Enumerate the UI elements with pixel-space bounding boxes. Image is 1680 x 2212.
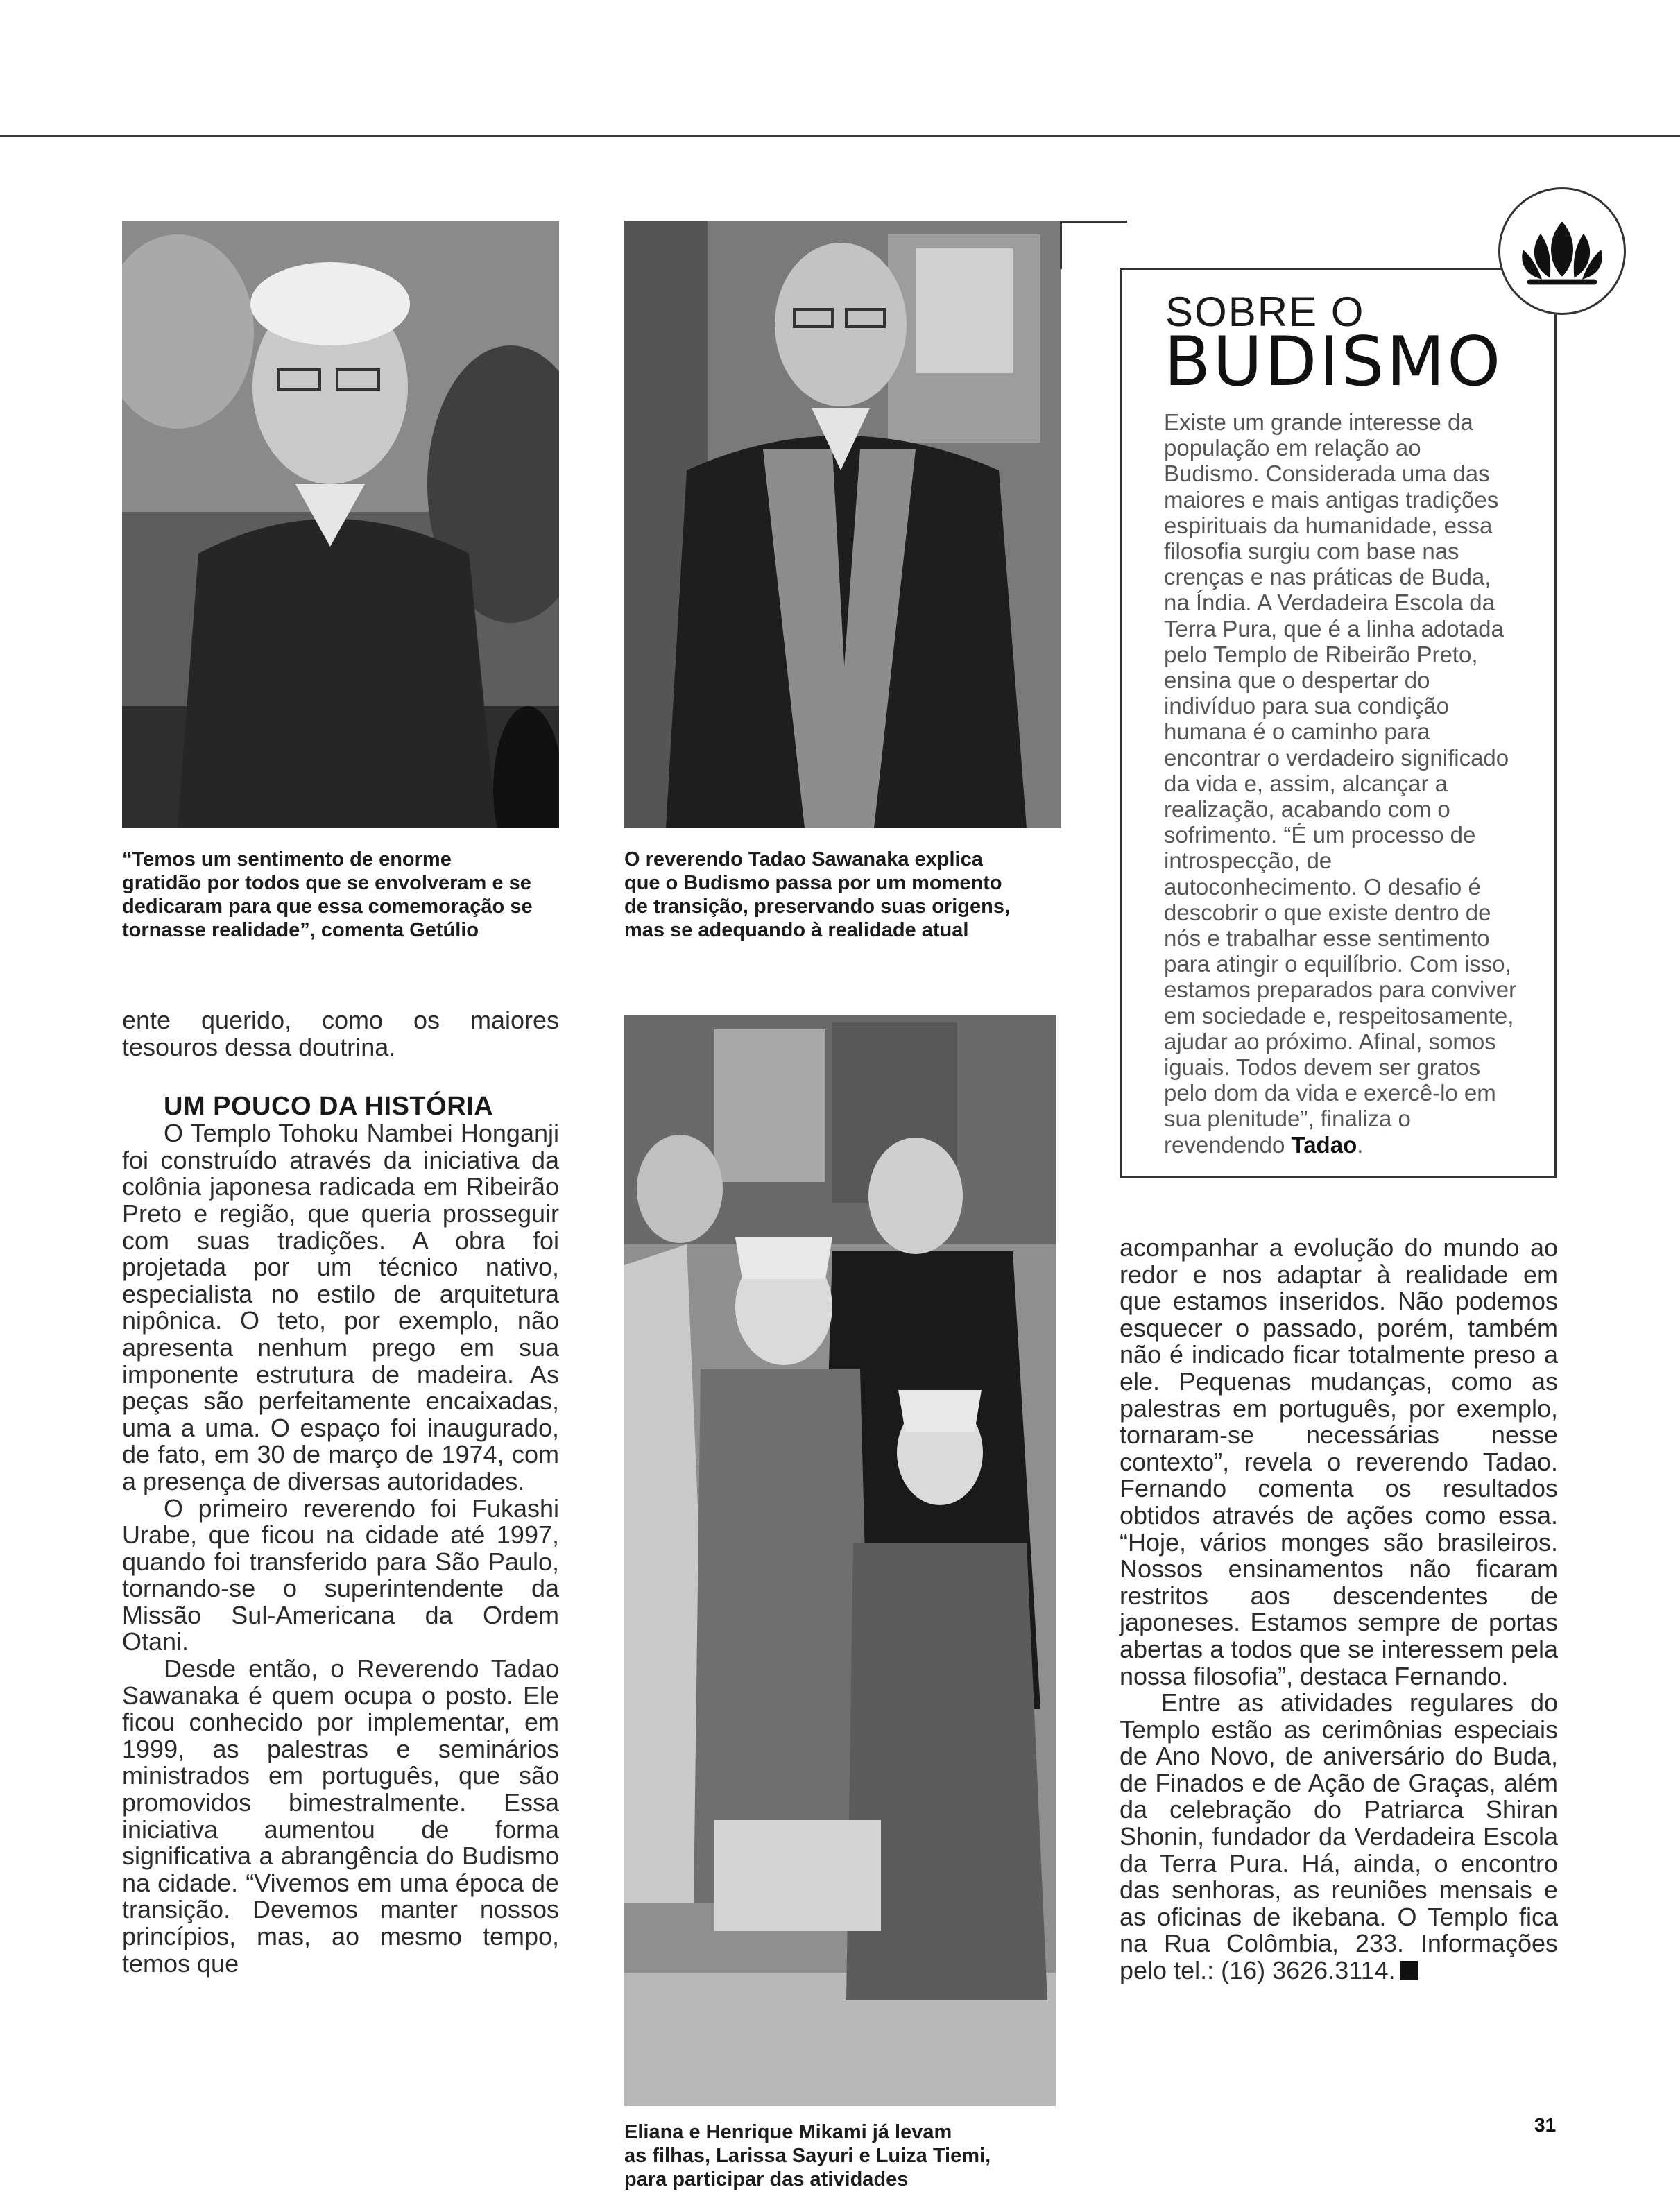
photo-family <box>624 1015 1056 2106</box>
right-paragraph-1: acompanhar a evolução do mundo ao redor e nos adaptar à realidade em que estamos inseridos. Não podemos esquecer o passado, porém, também não é indicado ficar totalmente preso a ele. Pequenas mudanças, como as palestras em português, por exemplo, tornaram-se necessárias nesse contexto”, revela o reverendo Tadao. Fernando comenta os resultados obtidos através de ações como essa. “Hoje, vários monges são brasileiros. Nossos ensinamentos não ficaram restritos aos descendentes de japoneses. Estamos sempre de portas abertas a todos que se interessem pela nossa filosofia”, destaca Fernando. <box>1120 1233 1558 1690</box>
caption-line: “Temos um sentimento de enorme <box>122 848 452 871</box>
family-image <box>624 1015 1056 2106</box>
right-paragraph-2 <box>1120 1690 1558 1984</box>
caption-line: as filhas, Larissa Sayuri e Luiza Tiemi, <box>624 2145 991 2167</box>
caption-line: tornasse realidade”, comenta Getúlio <box>122 919 479 941</box>
caption-line: mas se adequando à realidade atual <box>624 919 969 941</box>
sidebar-text-end: . <box>1357 1131 1364 1158</box>
caption-tadao <box>624 848 1068 942</box>
lotus-icon <box>1498 187 1626 315</box>
photo-getulio <box>122 221 559 828</box>
caption-family <box>624 2120 1068 2191</box>
lead-paragraph: ente querido, como os maiores tesouros dessa doutrina. <box>122 1006 559 1061</box>
sidebar-title: BUDISMO <box>1164 323 1503 402</box>
photo-tadao <box>624 221 1061 828</box>
section-heading: UM POUCO DA HISTÓRIA <box>164 1092 494 1122</box>
sidebar-text-body: Existe um grande interesse da população em relação ao Budismo. Considerada uma das maiores e mais antigas tradições espirituais da humanidade, essa filosofia surgiu com base nas crenças e nas práticas de Buda, na Índia. A Verdadeira Escola da Terra Pura, que é a linha adotada pelo Templo de Ribeirão Preto, ensina que o despertar do indivíduo para sua condição humana é o caminho para encontrar o verdadeiro significado da vida e, assim, alcançar a realização, acabando com o sofrimento. “É um processo de introspecção, de autoconhecimento. O desafio é descobrir o que existe dentro de nós e trabalhar esse sentimento para atingir o equilíbrio. Com isso, estamos preparados para conviver em sociedade e, respeitosamente, ajudar ao próximo. Afinal, somos iguais. Todos devem ser gratos pelo dom da vida e exercê-lo em sua plenitude”, finaliza o revendendo <box>1164 409 1517 1158</box>
caption-line: de transição, preservando suas origens, <box>624 895 1011 918</box>
caption-line: dedicaram para que essa comemoração se <box>122 895 533 918</box>
portrait-image <box>122 221 559 828</box>
caption-line: O reverendo Tadao Sawanaka explica <box>624 848 983 871</box>
caption-line: que o Budismo passa por um momento <box>624 872 1002 894</box>
right-column <box>1120 1235 1558 1984</box>
caption-line: Eliana e Henrique Mikami já levam <box>624 2121 952 2143</box>
history-paragraph-2: O primeiro reverendo foi Fukashi Urabe, que ficou na cidade até 1997, quando foi transferido para São Paulo, tornando-se o superintendente da Missão Sul-Americana da Ordem Otani. <box>122 1493 559 1656</box>
caption-line: para participar das atividades <box>624 2168 909 2190</box>
sidebar-kicker: SOBRE O <box>1165 289 1365 335</box>
history-paragraph-3: Desde então, o Reverendo Tadao Sawanaka é quem ocupa o posto. Ele ficou conhecido por implementar, em 1999, as palestras e seminários ministrados em português, que são promovidos bimestralmente. Essa iniciativa aumentou de forma significativa a abrangência do Budismo na cidade. “Vivemos em uma época de transição. Devemos manter nossos princípios, mas, ao mesmo tempo, temos que <box>122 1654 559 1978</box>
box-frame-corner <box>1060 221 1062 269</box>
page-number: 31 <box>1534 2114 1557 2136</box>
sidebar-text-bold: Tadao <box>1291 1131 1357 1158</box>
history-paragraph-1: O Templo Tohoku Nambei Honganji foi construído através da iniciativa da colônia japonesa radicada em Ribeirão Preto e região, que queria prosseguir com suas tradições. A obra foi projetada por um técnico nativo, especialista no estilo de arquitetura nipônica. O teto, por exemplo, não apresenta nenhum prego em sua imponente estrutura de madeira. As peças são perfeitamente encaixadas, uma a uma. O espaço foi inaugurado, de fato, em 30 de março de 1974, com a presença de diversas autoridades. <box>122 1119 559 1495</box>
left-column <box>122 1007 559 1977</box>
box-frame-corner <box>1060 221 1127 223</box>
portrait-image <box>624 221 1061 828</box>
sidebar-text <box>1164 409 1518 1158</box>
caption-line: gratidão por todos que se envolveram e se <box>122 872 531 894</box>
right-paragraph-2-text: Entre as atividades regulares do Templo estão as cerimônias especiais de Ano Novo, de aniversário do Buda, de Finados e de Ação de Graças, além da celebração do Patriarca Shiran Shonin, fundador da Verdadeira Escola da Terra Pura. Há, ainda, o encontro das senhoras, as reuniões mensais e as oficinas de ikebana. O Templo fica na Rua Colômbia, 233. Informações pelo tel.: (16) 3626.3114. <box>1120 1688 1558 1985</box>
caption-getulio <box>122 848 566 942</box>
header-rule <box>0 135 1680 137</box>
end-mark-icon <box>1400 1961 1418 1980</box>
